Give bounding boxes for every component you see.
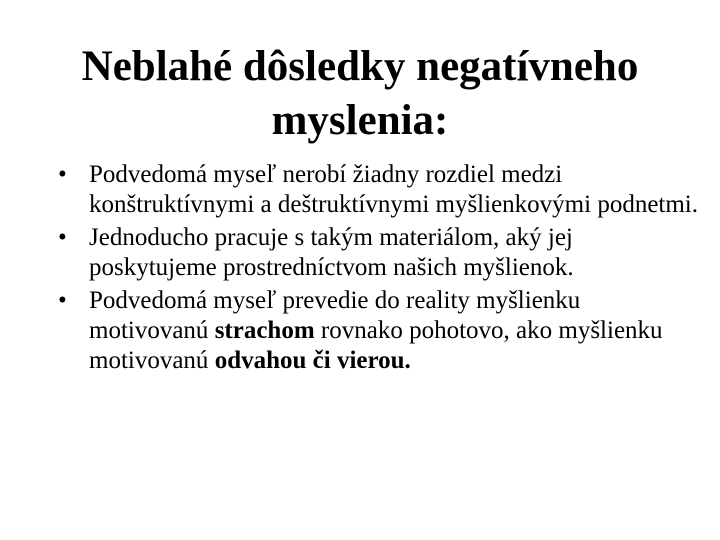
bullet-icon: • bbox=[58, 224, 67, 251]
bullet-icon: • bbox=[58, 161, 67, 188]
bullet-text-part-2: rovnako pohotovo, ako myšlienku motivovanú bbox=[89, 317, 663, 374]
title-line-2: myslenia: bbox=[271, 97, 449, 144]
bullet-item-3 bbox=[58, 286, 698, 376]
bullet-icon: • bbox=[58, 287, 67, 314]
bullet-item-1 bbox=[58, 160, 698, 220]
title-line-1: Neblahé dôsledky negatívneho bbox=[81, 43, 639, 90]
bullet-text: Podvedomá myseľ nerobí žiadny rozdiel medzi konštruktívnymi a deštruktívnymi myšlienkovými podnetmi. bbox=[89, 161, 698, 218]
bullet-item-2 bbox=[58, 223, 698, 283]
bullet-bold-fear: strachom bbox=[214, 317, 315, 344]
slide-title bbox=[0, 40, 720, 148]
bullet-text-part-1: Podvedomá myseľ prevedie do reality myšlienku motivovanú bbox=[89, 287, 581, 344]
bullet-list bbox=[58, 160, 698, 379]
bullet-bold-courage: odvahou či vierou. bbox=[214, 347, 411, 374]
bullet-text: Jednoducho pracuje s takým materiálom, aký jej poskytujeme prostredníctvom našich myšlienok. bbox=[89, 224, 574, 281]
